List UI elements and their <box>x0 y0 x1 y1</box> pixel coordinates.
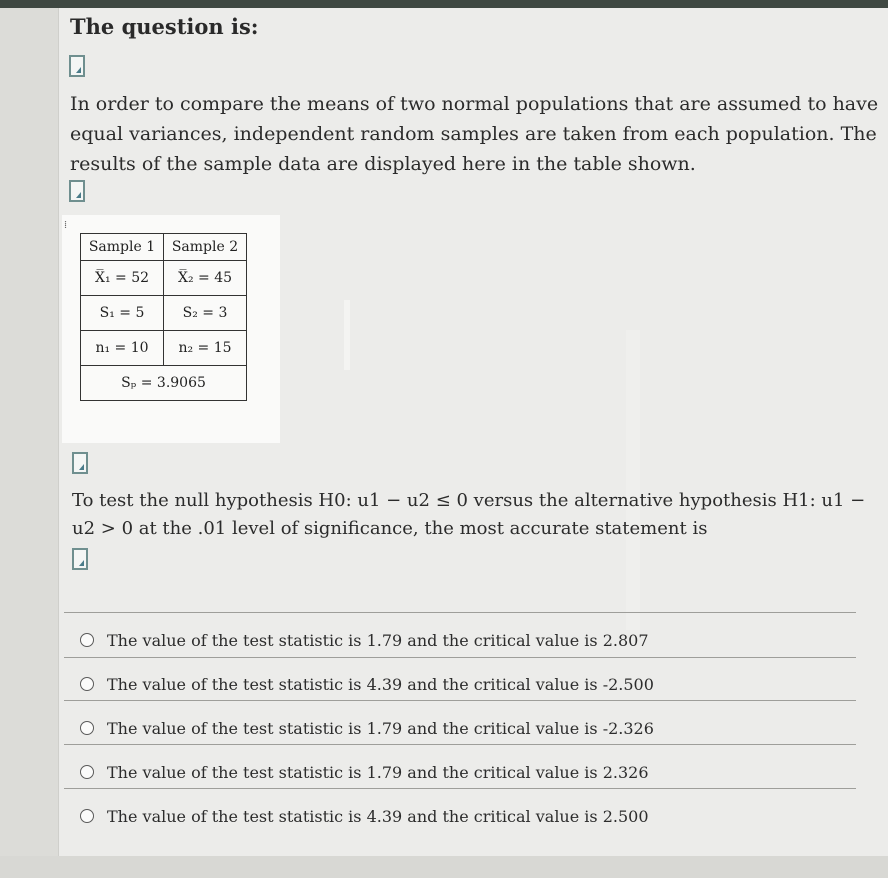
table-cell: X̅₁ = 52 <box>81 261 164 296</box>
option-label: The value of the test statistic is 4.39 and the critical value is -2.500 <box>107 674 654 694</box>
answer-option[interactable] <box>80 670 654 698</box>
table-header: Sample 1 <box>81 234 164 261</box>
radio-button[interactable] <box>80 765 94 779</box>
intro-line-2: equal variances, independent random samples are taken from each population. The <box>70 123 877 145</box>
answer-option[interactable] <box>80 714 654 742</box>
table-cell: n₂ = 15 <box>164 331 247 366</box>
answer-option[interactable] <box>80 626 649 654</box>
table-cell: S₂ = 3 <box>164 296 247 331</box>
radio-button[interactable] <box>80 677 94 691</box>
move-handle-icon: ⁞ <box>64 218 68 231</box>
left-margin <box>0 8 58 878</box>
radio-button[interactable] <box>80 721 94 735</box>
intro-line-1: In order to compare the means of two normal populations that are assumed to have <box>70 93 879 115</box>
broken-image-icon <box>72 548 88 570</box>
divider <box>64 700 856 701</box>
question-heading: The question is: <box>70 14 259 39</box>
screen-glare <box>344 300 350 370</box>
divider <box>64 744 856 745</box>
table-cell: S₁ = 5 <box>81 296 164 331</box>
broken-image-icon <box>72 452 88 474</box>
question-line-1: To test the null hypothesis H0: u1 − u2 ≤ 0 versus the alternative hypothesis H1: u1 − <box>72 490 866 511</box>
broken-image-icon <box>69 180 85 202</box>
radio-button[interactable] <box>80 809 94 823</box>
divider <box>64 612 856 613</box>
answer-option[interactable] <box>80 758 649 786</box>
answer-option[interactable] <box>80 802 649 830</box>
divider <box>64 788 856 789</box>
bottom-strip <box>0 856 888 878</box>
option-label: The value of the test statistic is 4.39 and the critical value is 2.500 <box>107 806 649 826</box>
sample-data-table <box>80 233 247 401</box>
option-label: The value of the test statistic is 1.79 and the critical value is 2.326 <box>107 762 649 782</box>
option-label: The value of the test statistic is 1.79 and the critical value is 2.807 <box>107 630 649 650</box>
broken-image-icon <box>69 55 85 77</box>
pooled-sd-cell: Sₚ = 3.9065 <box>81 366 247 401</box>
table-header: Sample 2 <box>164 234 247 261</box>
top-bar <box>0 0 888 8</box>
divider <box>64 657 856 658</box>
option-label: The value of the test statistic is 1.79 and the critical value is -2.326 <box>107 718 654 738</box>
screen-glare <box>626 330 640 630</box>
table-cell: n₁ = 10 <box>81 331 164 366</box>
table-cell: X̅₂ = 45 <box>164 261 247 296</box>
question-line-2: u2 > 0 at the .01 level of significance, the most accurate statement is <box>72 518 708 539</box>
intro-line-3: results of the sample data are displayed here in the table shown. <box>70 153 696 175</box>
radio-button[interactable] <box>80 633 94 647</box>
